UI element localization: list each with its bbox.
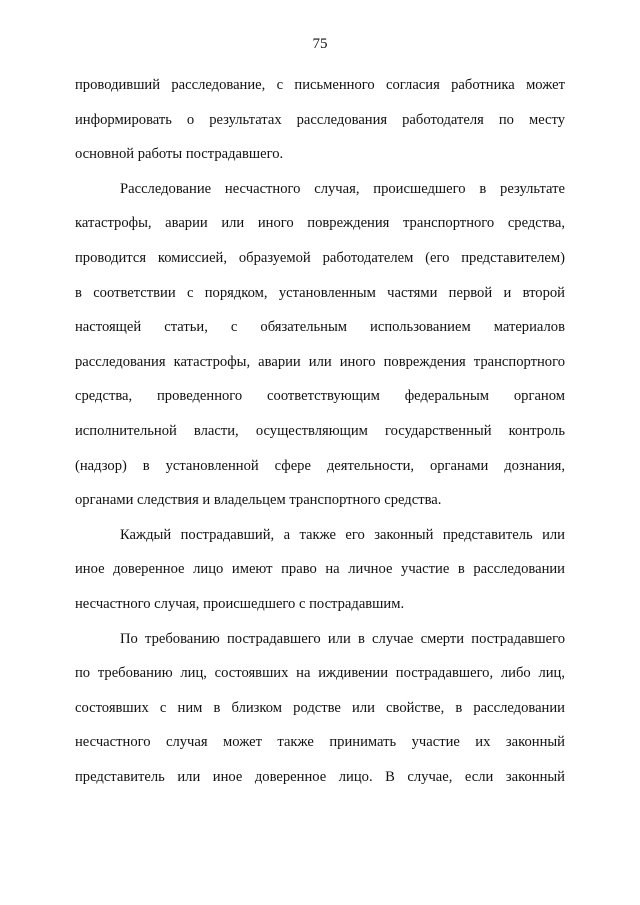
text-line: исполнительной власти, осуществляющим государственный контроль (75, 422, 565, 439)
text-line: в соответствии с порядком, установленным частями первой и второй (75, 284, 565, 301)
text-line: информировать о результатах расследования работодателя по месту (75, 111, 565, 128)
text-line: (надзор) в установленной сфере деятельности, органами дознания, (75, 457, 565, 474)
paragraph-2 (75, 172, 565, 518)
text-line: органами следствия и владельцем транспортного средства. (75, 492, 442, 509)
paragraph-1 (75, 68, 565, 172)
paragraph-3 (75, 518, 565, 622)
text-line: представитель или иное доверенное лицо. В случае, если законный (75, 768, 565, 785)
text-line: состоявших с ним в близком родстве или свойстве, в расследовании (75, 699, 565, 716)
text-line: иное доверенное лицо имеют право на личное участие в расследовании (75, 561, 565, 578)
text-line: катастрофы, аварии или иного повреждения транспортного средства, (75, 215, 565, 232)
text-line: По требованию пострадавшего или в случае смерти пострадавшего (120, 630, 565, 647)
page-number: 75 (312, 36, 328, 52)
text-line: основной работы пострадавшего. (75, 146, 284, 163)
text-line: по требованию лиц, состоявших на иждивении пострадавшего, либо лиц, (75, 665, 565, 682)
text-line: несчастного случая может также принимать участие их законный (75, 734, 565, 751)
text-line: проводится комиссией, образуемой работодателем (его представителем) (75, 249, 565, 266)
body-text (75, 68, 565, 794)
text-line: Расследование несчастного случая, происшедшего в результате (120, 180, 565, 197)
paragraph-4 (75, 622, 565, 795)
text-line: средства, проведенного соответствующим федеральным органом (75, 388, 565, 405)
text-line: Каждый пострадавший, а также его законный представитель или (120, 526, 565, 543)
text-line: расследования катастрофы, аварии или иного повреждения транспортного (75, 353, 565, 370)
text-line: проводивший расследование, с письменного согласия работника может (75, 77, 565, 93)
text-line: несчастного случая, происшедшего с пострадавшим. (75, 595, 405, 612)
text-line: настоящей статьи, с обязательным использованием материалов (75, 319, 565, 336)
